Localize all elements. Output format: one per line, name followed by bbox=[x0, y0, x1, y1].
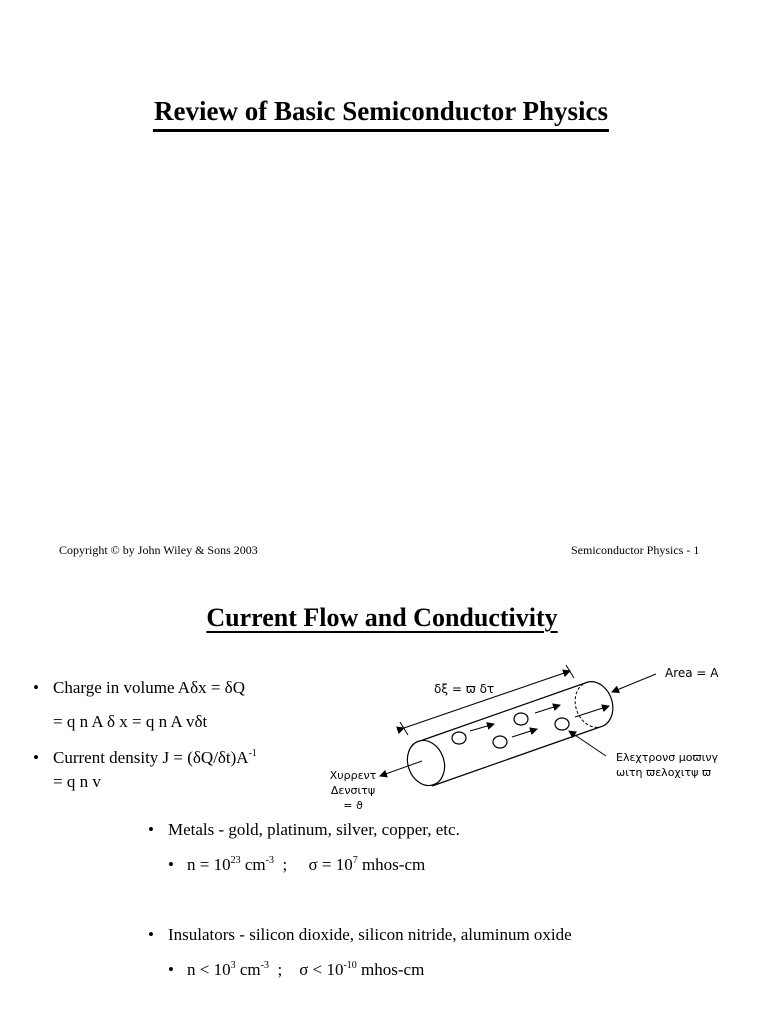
metals-unit-exponent: -3 bbox=[265, 855, 274, 866]
metals-line: Metals - gold, platinum, silver, copper, etc. bbox=[168, 820, 460, 839]
metals-unit-text: cm bbox=[240, 855, 266, 874]
section-title-text: Current Flow and Conductivity bbox=[206, 603, 558, 632]
charge-equation-line: = q n A δ x = q n A vδt bbox=[53, 712, 208, 731]
charge-line: Charge in volume Aδx = δQ bbox=[53, 678, 245, 697]
electron-circle bbox=[514, 713, 528, 725]
current-density-result: = q n v bbox=[53, 772, 101, 791]
electron-pointer-arrow bbox=[569, 731, 606, 756]
electron-label-1: Ελεχτρονσ μοϖινγ bbox=[616, 751, 719, 764]
insulators-n-text: n < 10 bbox=[187, 960, 231, 979]
electron-circle bbox=[555, 718, 569, 730]
electron-circle bbox=[493, 736, 507, 748]
copyright-text: Copyright © by John Wiley & Sons 2003 bbox=[59, 543, 258, 557]
dimension-tick bbox=[400, 722, 408, 735]
bullet-symbol: • bbox=[33, 678, 39, 697]
bullet-symbol: • bbox=[148, 820, 154, 839]
velocity-arrow bbox=[470, 724, 494, 731]
metals-n-exponent: 23 bbox=[230, 855, 241, 866]
length-label: δξ = ϖ δτ bbox=[434, 682, 495, 696]
cylinder-back-face bbox=[588, 682, 613, 727]
current-density-exponent: -1 bbox=[248, 748, 257, 759]
insulators-n-exponent: 3 bbox=[230, 960, 236, 971]
velocity-arrow bbox=[575, 706, 609, 717]
metals-sigma-exponent: 7 bbox=[352, 855, 358, 866]
velocity-arrow bbox=[535, 705, 560, 713]
metals-sigma-text: ; σ = 10 bbox=[273, 855, 353, 874]
insulators-unit-text: cm bbox=[235, 960, 261, 979]
insulators-unit-exponent: -3 bbox=[260, 960, 269, 971]
insulators-sigma-exponent: -10 bbox=[343, 960, 357, 971]
electron-circle bbox=[452, 732, 466, 744]
slide-title-text: Review of Basic Semiconductor Physics bbox=[153, 96, 609, 132]
cylinder-back-face-hidden bbox=[575, 682, 600, 727]
current-density-text: Current density J = (δQ/δt)A bbox=[53, 748, 249, 767]
metals-sigma-unit: mhos-cm bbox=[357, 855, 426, 874]
bullet-symbol: • bbox=[33, 748, 39, 767]
current-density-label-1: Χυρρεντ bbox=[329, 769, 377, 782]
metals-n-text: n = 10 bbox=[187, 855, 231, 874]
insulators-line: Insulators - silicon dioxide, silicon nitride, aluminum oxide bbox=[168, 925, 572, 944]
page-number-label: Semiconductor Physics - 1 bbox=[571, 543, 700, 557]
current-density-label-2: Δενσιτψ bbox=[330, 784, 376, 797]
electron-label-2: ωιτη ϖελοχιτψ ϖ bbox=[616, 766, 712, 779]
bullet-symbol: • bbox=[168, 855, 174, 874]
area-label: Area = A bbox=[665, 666, 719, 680]
length-dimension-arrow bbox=[404, 671, 570, 728]
insulators-sigma-unit: mhos-cm bbox=[356, 960, 425, 979]
bullet-symbol: • bbox=[168, 960, 174, 979]
current-density-label-3: = ϑ bbox=[343, 799, 363, 812]
velocity-arrow bbox=[512, 729, 537, 737]
bullet-symbol: • bbox=[148, 925, 154, 944]
insulators-sigma-text: ; σ < 10 bbox=[268, 960, 344, 979]
area-pointer-arrow bbox=[612, 674, 656, 692]
